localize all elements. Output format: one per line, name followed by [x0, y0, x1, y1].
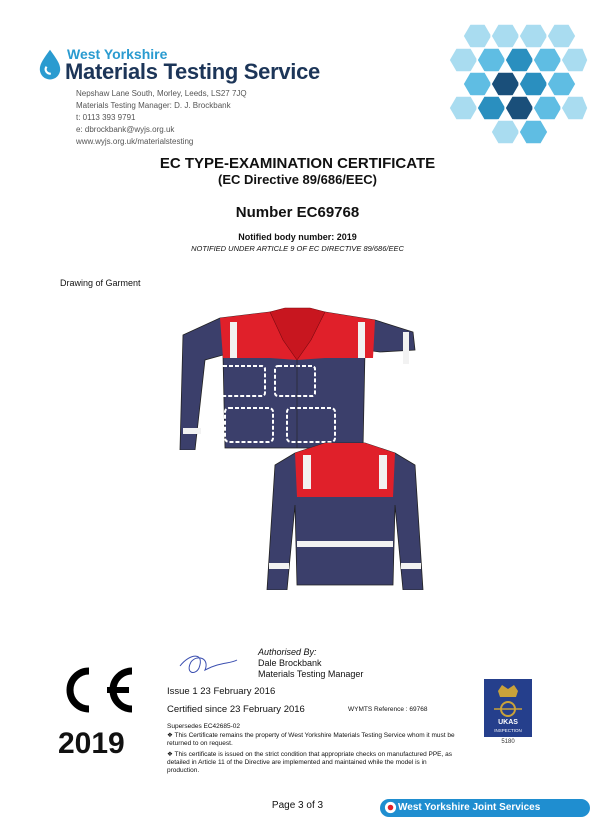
wyjs-footer-text: West Yorkshire Joint Services — [398, 802, 541, 813]
ce-mark-icon — [57, 665, 142, 715]
jacket-back-drawing — [265, 435, 425, 590]
hexagon-pattern-logo — [440, 18, 588, 146]
certificate-title: EC TYPE-EXAMINATION CERTIFICATE — [159, 155, 436, 172]
issue-info: Issue 1 23 February 2016 — [167, 686, 276, 697]
note-condition: ❖ This certificate is issued on the strict condition that appropriate checks on manufactured PPE, as detailed in Article 11 of the Directive are implemented and maintained while the model is in production. — [167, 751, 452, 774]
authorised-by-label: Authorised By: — [258, 647, 317, 657]
drawing-label: Drawing of Garment — [60, 278, 141, 288]
certificate-number: Number EC69768 — [235, 204, 360, 221]
certified-since: Certified since 23 February 2016 — [167, 704, 305, 715]
brand-main: Materials Testing Service — [65, 59, 320, 84]
authoriser-role: Materials Testing Manager — [258, 669, 364, 679]
ce-notified-body-year: 2019 — [58, 727, 125, 760]
ukas-sub: INSPECTION — [494, 728, 522, 733]
page-number: Page 3 of 3 — [271, 800, 324, 811]
email-line: e: dbrockbank@wyjs.org.uk — [76, 125, 175, 134]
notified-body-number: Notified body number: 2019 — [238, 232, 357, 242]
signature — [175, 648, 240, 678]
notified-under-text: NOTIFIED UNDER ARTICLE 9 OF EC DIRECTIVE 89/686/EEC — [191, 244, 404, 253]
note-property: ❖ This Certificate remains the property of West Yorkshire Materials Testing Service whom it must be returned to on request. — [167, 732, 455, 747]
logo-drop-icon — [37, 48, 63, 82]
ukas-logo — [484, 679, 532, 751]
address-line: Nepshaw Lane South, Morley, Leeds, LS27 7JQ — [76, 89, 247, 98]
supersedes-text: Supersedes EC42685-02 — [167, 723, 240, 730]
authoriser-name: Dale Brockbank — [258, 658, 322, 668]
phone-line: t: 0113 393 9791 — [76, 113, 136, 122]
jacket-front-drawing — [175, 300, 420, 450]
brand-top: West Yorkshire — [67, 46, 168, 62]
manager-line: Materials Testing Manager: D. J. Brockbank — [76, 101, 231, 110]
wyjs-logo-icon — [384, 801, 397, 814]
ukas-number: 5180 — [501, 739, 515, 745]
website-line: www.wyjs.org.uk/materialstesting — [76, 137, 194, 146]
wymts-reference: WYMTS Reference : 69768 — [348, 706, 428, 713]
certificate-directive: (EC Directive 89/686/EEC) — [218, 172, 377, 187]
ukas-text: UKAS — [498, 719, 518, 726]
